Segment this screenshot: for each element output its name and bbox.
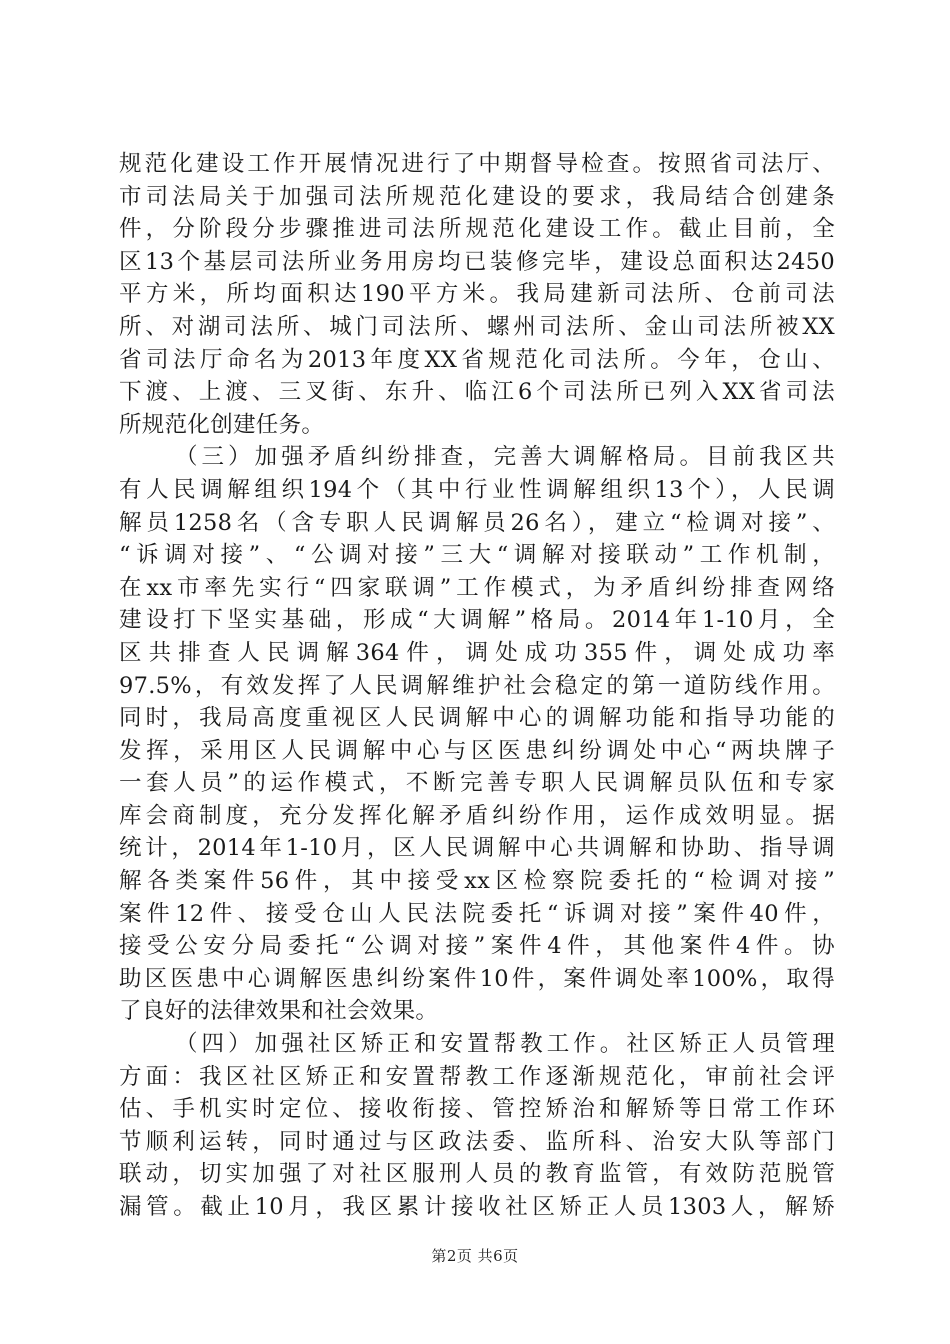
page-number-footer: 第2页 共6页 (431, 1247, 519, 1265)
text-line: 规范化建设工作开展情况进行了中期督导检查。按照省司法厅、 (119, 151, 835, 177)
text-line: “诉调对接”、“公调对接”三大“调解对接联动”工作机制， (119, 542, 835, 569)
text-line: 在xx市率先实行“四家联调”工作模式，为矛盾纠纷排查网络 (119, 574, 835, 601)
text-line: 所规范化创建任务。 (119, 411, 325, 438)
document-body (119, 148, 835, 1224)
text-line: （三）加强矛盾纠纷排查，完善大调解格局。目前我区共 (175, 444, 835, 471)
text-line: 接受公安分局委托“公调对接”案件4件，其他案件4件。协 (119, 933, 835, 960)
text-line: 解各类案件56件，其中接受xx区检察院委托的“检调对接” (119, 868, 835, 895)
text-line: 建设打下坚实基础，形成“大调解”格局。2014年1-10月，全 (119, 607, 835, 634)
text-line: 所、对湖司法所、城门司法所、螺州司法所、金山司法所被XX (119, 313, 835, 340)
text-line: 库会商制度，充分发挥化解矛盾纠纷作用，运作成效明显。据 (119, 802, 835, 829)
text-line: 市司法局关于加强司法所规范化建设的要求，我局结合创建条 (119, 183, 835, 210)
text-line: 方面：我区社区矫正和安置帮教工作逐渐规范化，审前社会评 (119, 1063, 835, 1090)
text-line: 省司法厅命名为2013年度XX省规范化司法所。今年，仓山、 (119, 346, 835, 373)
text-line: 联动，切实加强了对社区服刑人员的教育监管，有效防范脱管 (119, 1161, 835, 1188)
text-line: 件，分阶段分步骤推进司法所规范化建设工作。截止目前，全 (119, 216, 835, 243)
text-line: 漏管。截止10月，我区累计接收社区矫正人员1303人，解矫 (119, 1194, 835, 1220)
text-line: 一套人员”的运作模式，不断完善专职人民调解员队伍和专家 (119, 770, 835, 797)
text-line: 97.5%，有效发挥了人民调解维护社会稳定的第一道防线作用。 (119, 672, 835, 699)
text-line: 助区医患中心调解医患纠纷案件10件，案件调处率100%，取得 (119, 965, 835, 992)
text-line: 解员1258名（含专职人民调解员26名），建立“检调对接”、 (119, 509, 835, 536)
text-line: 有人民调解组织194个（其中行业性调解组织13个），人民调 (119, 476, 835, 503)
text-line: 同时，我局高度重视区人民调解中心的调解功能和指导功能的 (119, 705, 835, 732)
text-line: 发挥，采用区人民调解中心与区医患纠纷调处中心“两块牌子 (119, 737, 835, 764)
text-line: 平方米，所均面积达190平方米。我局建新司法所、仓前司法 (119, 281, 835, 308)
text-line: 统计，2014年1-10月，区人民调解中心共调解和协助、指导调 (119, 835, 835, 862)
text-line: 了良好的法律效果和社会效果。 (119, 998, 439, 1025)
text-line: 区共排查人民调解364件，调处成功355件，调处成功率 (119, 639, 835, 666)
text-line: 区13个基层司法所业务用房均已装修完毕，建设总面积达2450 (119, 248, 835, 275)
text-line: 节顺利运转，同时通过与区政法委、监所科、治安大队等部门 (119, 1128, 835, 1155)
paragraph-sifasuo-construction (119, 148, 835, 441)
text-line: 估、手机实时定位、接收衔接、管控矫治和解矫等日常工作环 (119, 1096, 835, 1123)
paragraph-mediation (119, 441, 835, 1028)
text-line: 下渡、上渡、三叉街、东升、临江6个司法所已列入XX省司法 (119, 379, 835, 406)
paragraph-community-correction (119, 1028, 835, 1224)
text-line: 案件12件、接受仓山人民法院委托“诉调对接”案件40件， (119, 900, 835, 927)
text-line: （四）加强社区矫正和安置帮教工作。社区矫正人员管理 (175, 1031, 835, 1058)
